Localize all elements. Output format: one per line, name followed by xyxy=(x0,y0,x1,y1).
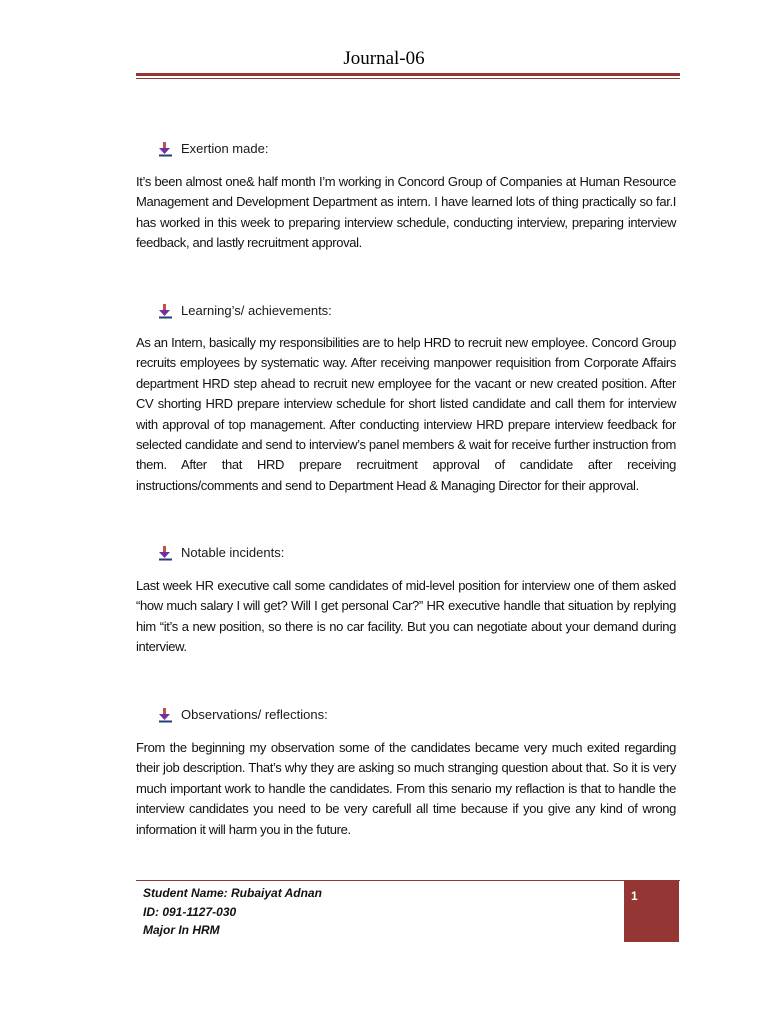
page-title: Journal-06 xyxy=(343,48,425,69)
section-body-incidents: Last week HR executive call some candidates of mid-level position for interview one of them asked “how much salary I will get? Will I get personal Car?” HR executive handle that situation by replying him “it’s a new position, so there is no car facility. But you can negotiate about your demand during interview. xyxy=(136,578,676,655)
section-heading-label: Exertion made: xyxy=(181,141,269,156)
header-rule-thick xyxy=(136,73,680,76)
student-name: Student Name: Rubaiyat Adnan xyxy=(143,886,322,900)
student-major: Major In HRM xyxy=(143,923,220,937)
section-body-observations: From the beginning my observation some of the candidates became very much exited regarding their job description. That’s why they are asking so much stranging question about that. So it is very much important work to handle the candidates. From this senario my reflaction is that to handle the interview candidates you need to be very carefull all time because if you give any kind of wrong information it will harm you in the future. xyxy=(136,740,676,837)
section-heading-label: Notable incidents: xyxy=(181,545,285,560)
bullet-arrow-icon xyxy=(158,141,173,157)
footer-rule xyxy=(136,880,680,881)
section-heading-label: Observations/ reflections: xyxy=(181,707,328,722)
page-number: 1 xyxy=(631,889,638,903)
section-heading-observations xyxy=(158,706,328,724)
student-id: ID: 091-1127-030 xyxy=(143,904,237,919)
section-heading-learnings xyxy=(158,302,332,320)
bullet-arrow-icon xyxy=(158,707,173,723)
footer-student-info xyxy=(143,884,322,940)
section-body-exertion: It’s been almost one& half month I’m working in Concord Group of Companies at Human Resource Management and Development Department as intern. I have learned lots of thing practically so far.I has worked in this week to preparing interview schedule, conducting interview, preparing interview feedback, and lastly recruitment approval. xyxy=(136,174,676,251)
bullet-arrow-icon xyxy=(158,545,173,561)
section-body-learnings: As an Intern, basically my responsibilities are to help HRD to recruit new employee. Concord Group recruits employees by systematic way. After receiving manpower requisition from Corporate Affairs department HRD step ahead to recruit new employee for the vacant or new created position. After CV shorting HRD prepare interview schedule for short listed candidate and call them for interview with approval of top management. After conducting interview HRD prepare interview feedback for selected candidate and send to interview’s panel members & wait for receive further instruction from them. After that HRD prepare recruitment approval of candidate after receiving instructions/comments and send to Department Head & Managing Director for their approval. xyxy=(136,335,676,493)
page-number-box xyxy=(624,880,679,942)
section-heading-incidents xyxy=(158,544,284,562)
section-heading-exertion xyxy=(158,140,268,158)
bullet-arrow-icon xyxy=(158,303,173,319)
header-rule-thin xyxy=(136,78,680,79)
section-heading-label: Learning’s/ achievements: xyxy=(181,303,332,318)
